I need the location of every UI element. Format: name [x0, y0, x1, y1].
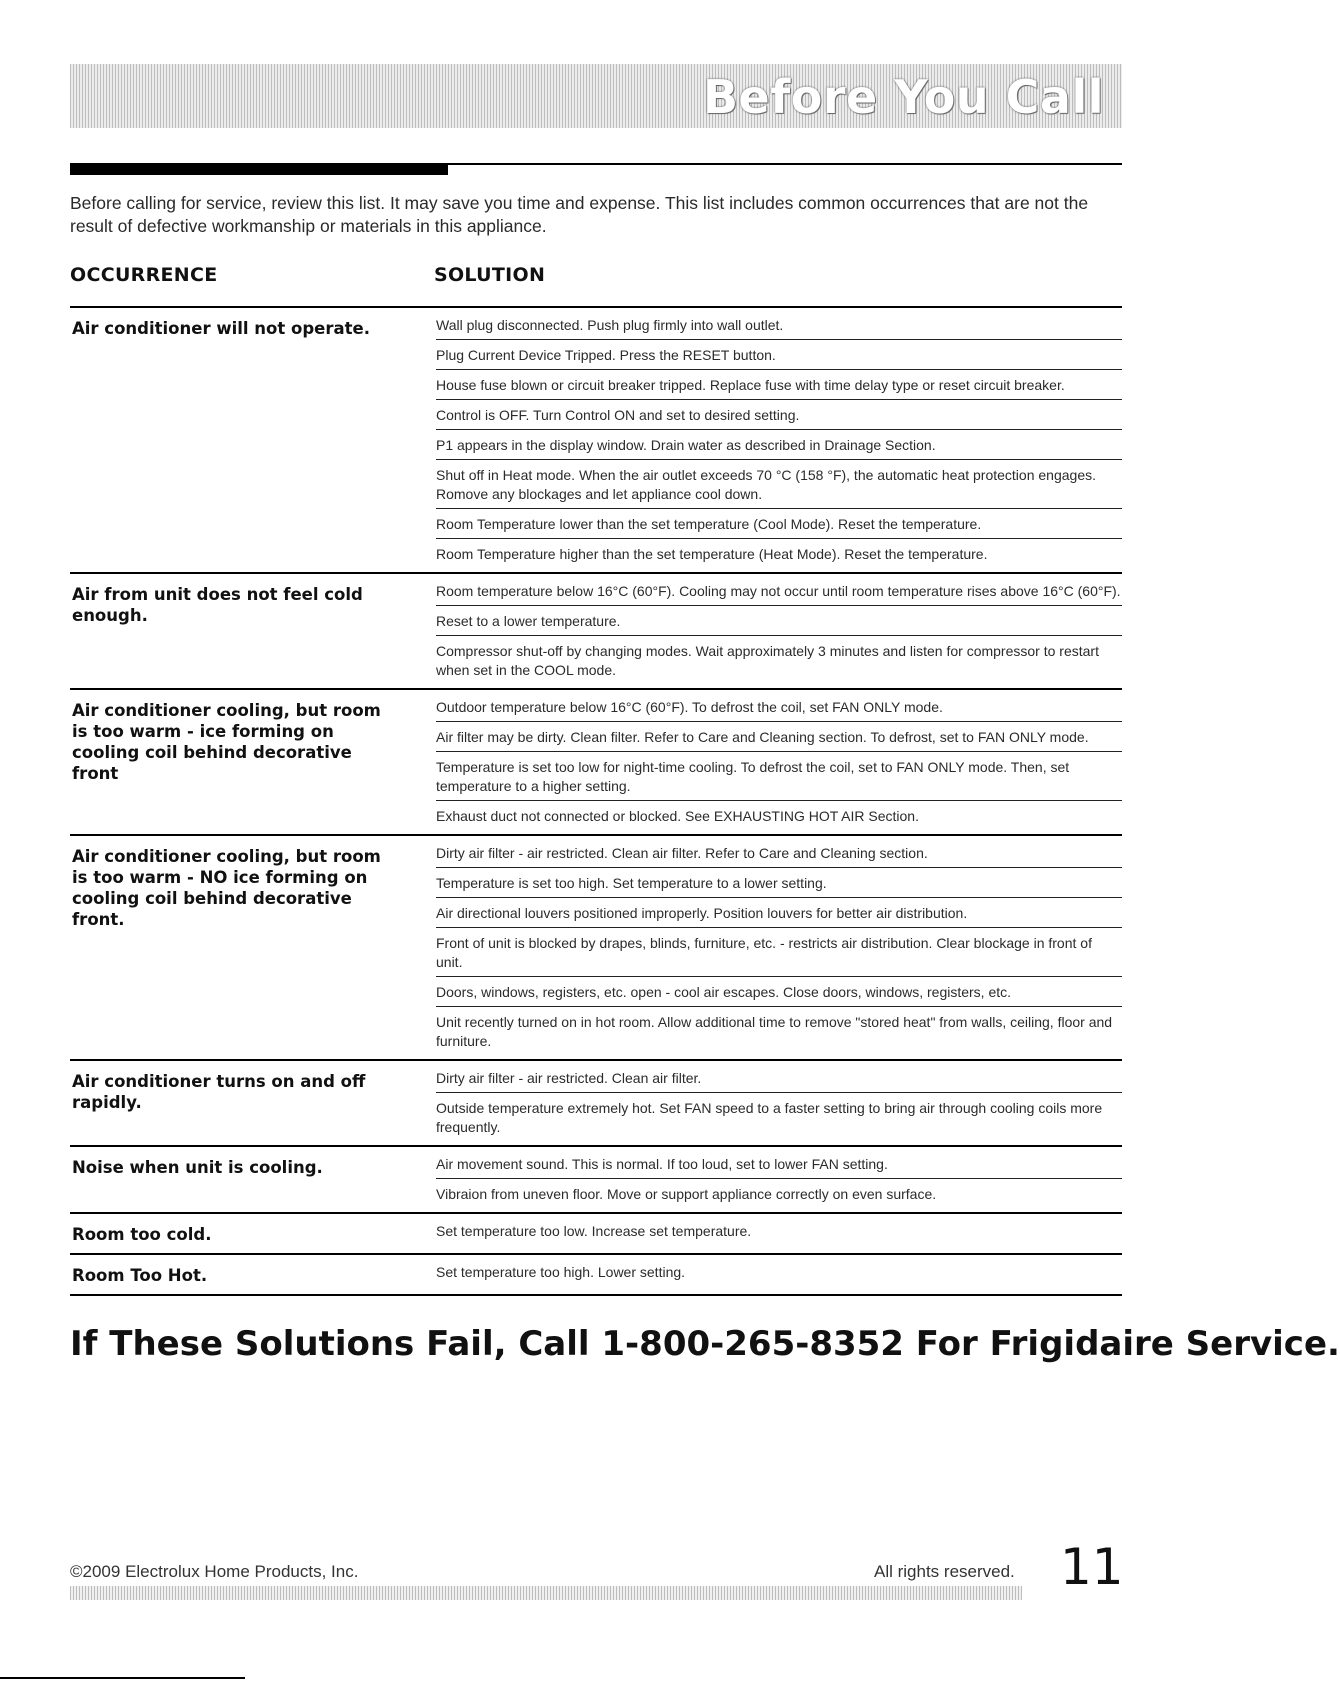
occurrence-label: Air conditioner turns on and off rapidly. [72, 1072, 366, 1112]
copyright-text: ©2009 Electrolux Home Products, Inc. [70, 1562, 359, 1581]
occurrence-column-heading: OCCURRENCE [70, 264, 218, 286]
solution-item: Room Temperature lower than the set temperature (Cool Mode). Reset the temperature. [436, 509, 1122, 539]
header-band [70, 64, 1122, 128]
solution-item: Dirty air filter - air restricted. Clean air filter. Refer to Care and Cleaning section. [436, 842, 1122, 868]
solution-list [436, 690, 1122, 830]
solution-list [436, 308, 1122, 568]
solution-item: Vibraion from uneven floor. Move or support appliance correctly on even surface. [436, 1186, 937, 1202]
solution-column-heading: SOLUTION [434, 264, 546, 286]
occurrence-label: Air conditioner cooling, but room is too warm - NO ice forming on cooling coil behind decorative front. [72, 847, 381, 929]
solution-item: Compressor shut-off by changing modes. Wait approximately 3 minutes and listen for compressor to restart when set in the COOL mode. [436, 643, 1099, 678]
solution-item: Control is OFF. Turn Control ON and set to desired setting. [436, 400, 1122, 430]
solution-item: Plug Current Device Tripped. Press the RESET button. [436, 340, 1122, 370]
solution-item: Reset to a lower temperature. [436, 606, 1122, 636]
solution-item: Outdoor temperature below 16°C (60°F). To defrost the coil, set FAN ONLY mode. [436, 696, 1122, 722]
occurrence-label: Room too cold. [72, 1225, 212, 1244]
occurrence-label: Air from unit does not feel cold enough. [72, 585, 363, 625]
service-callout: If These Solutions Fail, Call 1-800-265-8352 For Frigidaire Service. [70, 1324, 1340, 1364]
table-section [70, 1059, 1122, 1145]
solution-list [436, 1061, 1122, 1141]
solution-item: Set temperature too high. Lower setting. [436, 1264, 686, 1280]
solution-item: House fuse blown or circuit breaker tripped. Replace fuse with time delay type or reset circuit breaker. [436, 370, 1122, 400]
solution-item: Air directional louvers positioned improperly. Position louvers for better air distribution. [436, 898, 1122, 928]
solution-list [436, 836, 1122, 1055]
solution-item: Air movement sound. This is normal. If too loud, set to lower FAN setting. [436, 1153, 1122, 1179]
occurrence-label: Air conditioner will not operate. [72, 319, 370, 338]
footer-band [70, 1586, 1022, 1600]
solution-item: Set temperature too low. Increase set temperature. [436, 1223, 752, 1239]
solution-item: Doors, windows, registers, etc. open - cool air escapes. Close doors, windows, registers, etc. [436, 977, 1122, 1007]
solution-item: Room Temperature higher than the set temperature (Heat Mode). Reset the temperature. [436, 546, 988, 562]
troubleshooting-table [70, 306, 1122, 1296]
table-section [70, 1212, 1122, 1253]
solution-list [436, 1147, 1122, 1208]
table-section [70, 1145, 1122, 1212]
table-section [70, 1253, 1122, 1294]
rights-text: All rights reserved. [874, 1562, 1015, 1581]
solution-list [436, 1255, 1122, 1290]
solution-item: Exhaust duct not connected or blocked. See EXHAUSTING HOT AIR Section. [436, 808, 919, 824]
bottom-rule [0, 1677, 245, 1679]
solution-item: Dirty air filter - air restricted. Clean air filter. [436, 1067, 1122, 1093]
solution-item: Room temperature below 16°C (60°F). Cooling may not occur until room temperature rises above 16°C (60°F). [436, 580, 1122, 606]
occurrence-label: Air conditioner cooling, but room is too warm - ice forming on cooling coil behind decorative front [72, 701, 381, 783]
header-rule-thick [70, 163, 448, 175]
table-section [70, 306, 1122, 572]
solution-item: Unit recently turned on in hot room. Allow additional time to remove "stored heat" from walls, ceiling, floor and furniture. [436, 1014, 1113, 1049]
intro-paragraph: Before calling for service, review this list. It may save you time and expense. This list includes common occurrences that are not the result of defective workmanship or materials in this appliance. [70, 193, 1089, 236]
table-bottom-rule [70, 1294, 1122, 1296]
solution-item: Wall plug disconnected. Push plug firmly into wall outlet. [436, 314, 1122, 340]
solution-list [436, 1214, 1122, 1249]
solution-item: Front of unit is blocked by drapes, blinds, furniture, etc. - restricts air distribution. Clear blockage in front of unit. [436, 928, 1122, 977]
solution-item: Temperature is set too high. Set temperature to a lower setting. [436, 868, 1122, 898]
table-section [70, 572, 1122, 688]
occurrence-label: Room Too Hot. [72, 1266, 208, 1285]
solution-item: Outside temperature extremely hot. Set FAN speed to a faster setting to bring air through cooling coils more frequently. [436, 1100, 1103, 1135]
solution-item: Shut off in Heat mode. When the air outlet exceeds 70 °C (158 °F), the automatic heat protection engages. Romove any blockages and let appliance cool down. [436, 460, 1122, 509]
header-rule-thin [448, 163, 1122, 165]
solution-item: Air filter may be dirty. Clean filter. Refer to Care and Cleaning section. To defrost, set to FAN ONLY mode. [436, 722, 1122, 752]
solution-item: P1 appears in the display window. Drain water as described in Drainage Section. [436, 430, 1122, 460]
table-section [70, 834, 1122, 1059]
solution-item: Temperature is set too low for night-time cooling. To defrost the coil, set to FAN ONLY mode. Then, set temperature to a higher setting. [436, 752, 1122, 801]
solution-list [436, 574, 1122, 684]
page-title: Before You Call [702, 70, 1104, 124]
table-section [70, 688, 1122, 834]
occurrence-label: Noise when unit is cooling. [72, 1158, 323, 1177]
page-number: 11 [1060, 1538, 1124, 1596]
